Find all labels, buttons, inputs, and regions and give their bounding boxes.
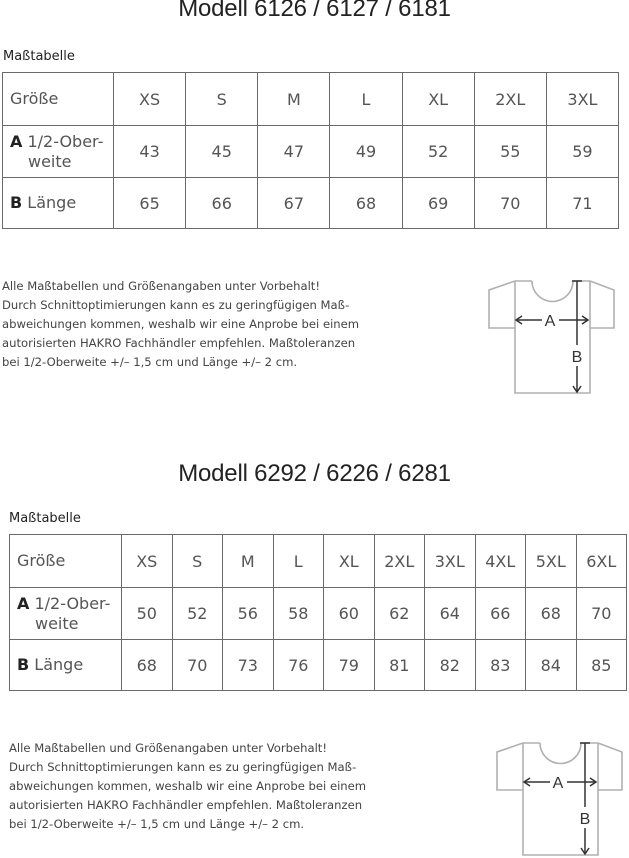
disclaimer-note-2 [9, 739, 366, 834]
row-label-a-line2: weite [28, 151, 72, 171]
value-cell: 60 [324, 588, 375, 640]
note-line: abweichungen kommen, weshalb wir eine Anprobe bei einem [2, 317, 360, 331]
row-label-b [10, 640, 122, 691]
value-cell: 49 [330, 126, 402, 178]
note-line: bei 1/2-Oberweite +/– 1,5 cm und Länge +/– 2 cm. [9, 817, 305, 831]
row-label-a-line1: 1/2-Ober- [27, 131, 104, 151]
value-cell: 84 [526, 640, 577, 691]
size-header-cell: XS [114, 73, 186, 126]
value-cell: 68 [330, 178, 402, 229]
value-cell: 79 [324, 640, 375, 691]
row-label-a [10, 588, 122, 640]
header-label: Größe [3, 73, 114, 126]
size-header-cell: 2XL [374, 535, 425, 588]
value-cell: 50 [122, 588, 173, 640]
row-label-b-text: Länge [34, 655, 84, 674]
value-cell: 71 [546, 178, 618, 229]
value-cell: 73 [223, 640, 274, 691]
size-table-2 [9, 534, 627, 691]
section-2-title: Modell 6292 / 6226 / 6281 [178, 460, 451, 487]
measurement-arrows [524, 743, 596, 854]
row-label-b-text: Länge [27, 193, 77, 212]
value-cell: 70 [576, 588, 627, 640]
row-letter-b: B [17, 655, 30, 674]
row-label-b [3, 178, 114, 229]
row-label-a-line2: weite [35, 613, 79, 633]
note-line: abweichungen kommen, weshalb wir eine Anprobe bei einem [9, 779, 367, 793]
row-label-a-line1: 1/2-Ober- [34, 593, 111, 613]
row-letter-a: A [17, 593, 30, 613]
table-row-b [3, 178, 619, 229]
value-cell: 59 [546, 126, 618, 178]
section-1-title: Modell 6126 / 6127 / 6181 [178, 0, 451, 22]
value-cell: 67 [258, 178, 330, 229]
note-line: Alle Maßtabellen und Größenangaben unter Vorbehalt! [2, 279, 320, 293]
size-header-cell: 3XL [546, 73, 618, 126]
table-header-row [3, 73, 619, 126]
note-line: autorisierten HAKRO Fachhändler empfehlen. Maßtoleranzen [9, 798, 363, 812]
size-header-cell: L [330, 73, 402, 126]
tshirt-diagram-1 [487, 278, 617, 398]
tshirt-outline-icon [489, 281, 614, 393]
value-cell: 58 [273, 588, 324, 640]
size-header-cell: XL [324, 535, 375, 588]
table-row-a [10, 588, 627, 640]
value-cell: 68 [526, 588, 577, 640]
value-cell: 70 [474, 178, 546, 229]
size-header-cell: M [223, 535, 274, 588]
measurement-arrows [516, 281, 588, 392]
disclaimer-note-1 [2, 277, 359, 372]
value-cell: 65 [114, 178, 186, 229]
value-cell: 85 [576, 640, 627, 691]
diagram-label-a: A [552, 775, 564, 792]
table-row-b [10, 640, 627, 691]
tshirt-diagram-2 [495, 740, 625, 858]
table-header-row [10, 535, 627, 588]
section-1-table-label: Maßtabelle [3, 49, 75, 64]
value-cell: 82 [425, 640, 476, 691]
row-label-a [3, 126, 114, 178]
value-cell: 76 [273, 640, 324, 691]
note-line: Durch Schnittoptimierungen kann es zu geringfügigen Maß- [9, 760, 357, 774]
value-cell: 43 [114, 126, 186, 178]
value-cell: 81 [374, 640, 425, 691]
note-line: autorisierten HAKRO Fachhändler empfehlen. Maßtoleranzen [2, 336, 356, 350]
value-cell: 56 [223, 588, 274, 640]
row-letter-a: A [10, 131, 23, 151]
note-line: bei 1/2-Oberweite +/– 1,5 cm und Länge +/– 2 cm. [2, 355, 298, 369]
value-cell: 68 [122, 640, 173, 691]
tshirt-outline-icon [497, 743, 622, 855]
section-2-table-label: Maßtabelle [9, 511, 81, 526]
note-line: Alle Maßtabellen und Größenangaben unter Vorbehalt! [9, 741, 327, 755]
size-header-cell: L [273, 535, 324, 588]
value-cell: 70 [172, 640, 223, 691]
diagram-label-b: B [579, 811, 591, 828]
value-cell: 62 [374, 588, 425, 640]
value-cell: 66 [186, 178, 258, 229]
value-cell: 83 [475, 640, 526, 691]
value-cell: 66 [475, 588, 526, 640]
value-cell: 45 [186, 126, 258, 178]
value-cell: 47 [258, 126, 330, 178]
row-letter-b: B [10, 193, 23, 212]
size-header-cell: S [172, 535, 223, 588]
size-header-cell: S [186, 73, 258, 126]
value-cell: 55 [474, 126, 546, 178]
value-cell: 52 [172, 588, 223, 640]
size-table-1 [2, 72, 619, 229]
value-cell: 69 [402, 178, 474, 229]
diagram-label-b: B [571, 349, 583, 366]
header-label: Größe [10, 535, 122, 588]
size-header-cell: XL [402, 73, 474, 126]
note-line: Durch Schnittoptimierungen kann es zu geringfügigen Maß- [2, 298, 350, 312]
size-header-cell: 6XL [576, 535, 627, 588]
size-header-cell: 4XL [475, 535, 526, 588]
table-row-a [3, 126, 619, 178]
size-header-cell: M [258, 73, 330, 126]
size-header-cell: 3XL [425, 535, 476, 588]
value-cell: 52 [402, 126, 474, 178]
size-header-cell: 2XL [474, 73, 546, 126]
value-cell: 64 [425, 588, 476, 640]
diagram-label-a: A [544, 313, 556, 330]
size-header-cell: XS [122, 535, 173, 588]
size-header-cell: 5XL [526, 535, 577, 588]
